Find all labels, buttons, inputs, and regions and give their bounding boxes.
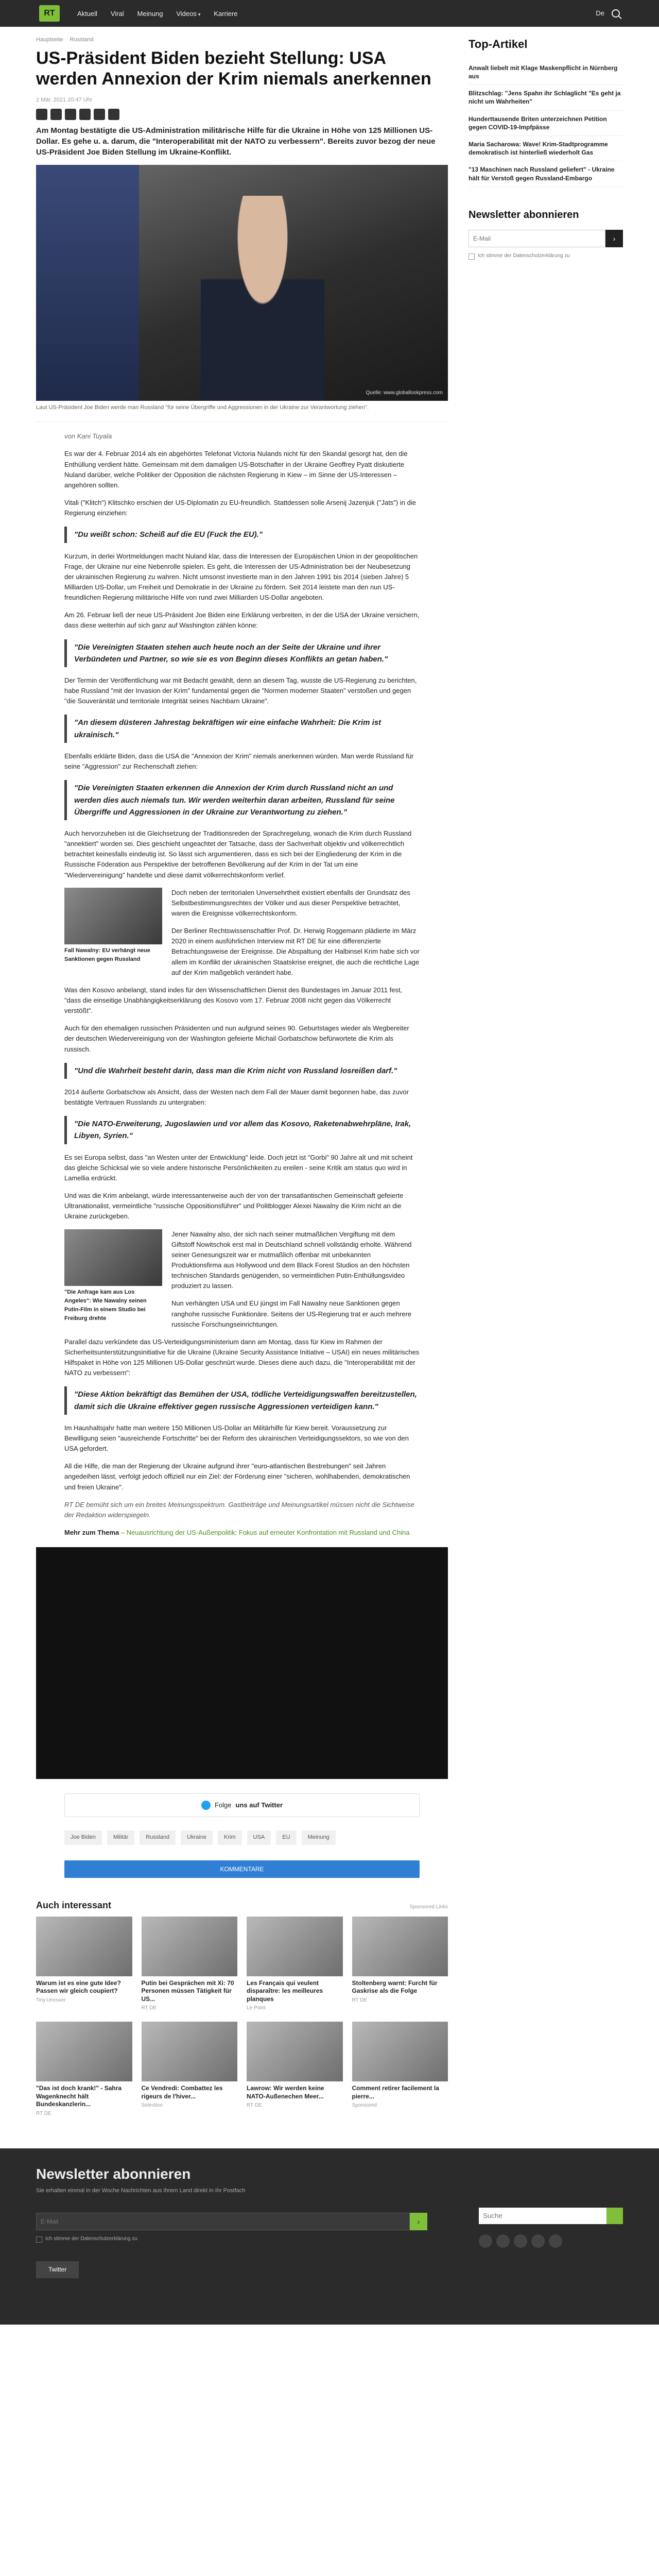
top-article-item[interactable]: Anwalt liebelt mit Klage Maskenpflicht in Nürnberg aus [469,60,623,85]
top-article-item[interactable]: Blitzschlag: "Jens Spahn ihr Schlaglicht "Es geht ja nicht um Wahrheiten" [469,85,623,110]
top-article-item[interactable]: Hunderttausende Briten unterzeichnen Petition gegen COVID-19-Impfpässe [469,111,623,136]
tag[interactable]: Meinung [302,1831,336,1845]
article-main [36,36,448,2117]
related-article-image [64,1229,162,1286]
search-icon[interactable] [606,2208,623,2224]
card-title: Les Français qui veulent disparaître: les meilleures planques [247,1979,323,2003]
recommendation-card[interactable] [142,2022,238,2117]
card-source: Tiny.Uncover [36,1997,66,2003]
tag[interactable]: Militär [107,1831,134,1845]
blockquote: "Die NATO-Erweiterung, Jugoslawien und vor allem das Kosovo, Raketenabwehrpläne, Irak, Libyen, Syrien." [64,1116,420,1144]
recommendation-card[interactable] [36,2022,132,2117]
paragraph: Was den Kosovo anbelangt, stand indes für den Wissenschaftlichen Dienst des Bundestages im Januar 2011 fest, "dass die einseitige Unabhängigkeitserklärung des Kosovo vom 17. Februar 2008 nicht gegen das Völkerrecht verstößt". [64,986,403,1015]
also-title: Auch interessant [36,1900,112,1911]
facebook-icon[interactable] [479,2234,492,2248]
card-source: Selection [141,2103,163,2109]
card-title: Comment retirer facilement la pierre... [352,2084,439,2100]
blockquote: "Die Vereinigten Staaten stehen auch heute noch an der Seite der Ukraine und ihrer Verbündeten und Partner, so wie sie es von Beginn dieses Konflikts an getan haben." [64,639,420,668]
paragraph: Und was die Krim anbelangt, würde interessanterweise auch der von der transatlantischen Gemeinschaft gefeierte Ultranationalist, vermeintliche "russische Oppositionsführer" und Politblogger Alexei Nawalny die Krim nicht an die Ukraine zurückgeben. [64,1192,404,1221]
paragraph: Nun verhängten USA und EU jüngst im Fall Nawalny neue Sanktionen gegen ranghohe russische Funktionäre. Seitens der US-Regierung trat er auch mehrere russische Forschungseinrichtungen. [171,1299,412,1328]
facebook-icon[interactable] [36,109,47,120]
related-article-title: "Die Anfrage kam aus Los Angeles": Wie Nawalny seinen Putin-Film in einem Studio bei Freiburg drehte [64,1289,147,1321]
tag[interactable]: Russland [140,1831,176,1845]
related-article-title: Fall Nawalny: EU verhängt neue Sanktionen gegen Russland [64,947,150,962]
tag[interactable]: Ukraine [181,1831,213,1845]
card-image [142,1917,238,1976]
footer-search [479,2208,623,2224]
paragraph: Auch für den ehemaligen russischen Präsidenten und nun aufgrund seines 90. Geburtstages wieder als Wegbereiter der deutschen Wiedervereinigung von der Washington gefeierte Michail Gorbatschow befürwortete die Krim als russisch. [64,1024,409,1053]
card-title: Putin bei Gesprächen mit Xi: 70 Personen müssen Tätigkeit für US... [141,1979,234,2003]
sponsored-label: Sponsored Links [409,1904,448,1910]
card-image [352,1917,448,1976]
paragraph: Vitali ("Klitch") Klitschko erschien der US-Diplomatin zu EU-freundlich. Stattdessen solle Arsenij Jazenjuk ("Jats") in die Regierung einziehen: [64,499,416,517]
footer-email-field[interactable] [36,2213,410,2230]
tag[interactable]: EU [276,1831,296,1845]
follow-twitter[interactable] [64,1793,420,1817]
card-source: RT DE [352,1997,368,2003]
also-interesting [36,1899,448,2117]
follow-link: uns auf Twitter [235,1801,283,1809]
card-title: "Das ist doch krank!" - Sahra Wagenknecht hält Bundeskanzlerin... [36,2084,122,2108]
breadcrumb-home[interactable]: Hauptseite [36,37,63,43]
social-links [479,2234,623,2248]
checkbox[interactable] [469,253,475,260]
tag[interactable]: Krim [218,1831,242,1845]
top-bar [0,0,659,27]
read-more-label: Mehr zum Thema [64,1529,119,1537]
recommendation-card[interactable] [142,1917,238,2012]
search-icon[interactable] [612,9,620,18]
paragraph: Der Berliner Rechtswissenschaftler Prof. Dr. Herwig Roggemann plädierte im März 2020 in einem ausführlichen Interview mit RT DE für eine differenzierte Betrachtungsweise der Ereignisse. Die Abspaltung der Halbinsel Krim habe sich vor allem im Konflikt der ukrainischen Staatskrise ereignet, die auch die rechtliche Lage auf der Krim maßgeblich verändert habe. [171,927,420,976]
breadcrumb-russland[interactable]: Russland [70,37,94,43]
comments-button[interactable]: KOMMENTARE [64,1860,420,1878]
card-image [36,2022,132,2081]
paragraph: All die Hilfe, die man der Regierung der Ukraine aufgrund ihrer "euro-atlantischen Bestrebungen" seit Jahren angedeihen lässt, verfolgt jedoch offiziell nur ein Ziel: der Förderung einer "sicheren, wohlhabenden, demokratischen und freien Ukraine". [64,1462,410,1491]
card-image [247,2022,343,2081]
paragraph: Es war der 4. Februar 2014 als ein abgehörtes Telefonat Victoria Nulands nicht für den Skandal gesorgt hat, den die Enthüllung verdient hätte. Gemeinsam mit dem damaligen US-Botschafter in der Ukraine Geoffrey Pyatt diskutierte Nuland darüber, welche Politiker der Opposition die nächsten Regierung in Kiew – im Sinne der US-Interessen – angehören sollten. [64,450,408,489]
consent-label: Ich stimme der Datenschutzerklärung zu [45,2235,137,2242]
main-nav [77,8,249,19]
paragraph: Es sei Europa selbst, dass "an Westen unter der Entwicklung" leide. Doch jetzt ist "Gorbi" 90 Jahre alt und mit scheint das gleiche Schicksal wie so viele andere historische Persönlichkeiten zu ereilen - seine Kritik am status quo wird in Lamellia erdrückt. [64,1153,413,1182]
nav-viral[interactable]: Viral [110,9,124,18]
twitter-icon[interactable] [496,2234,510,2248]
read-more-link[interactable]: – Neuausrichtung der US-Außenpolitik: Fokus auf erneuter Konfrontation mit Russland und China [120,1529,410,1537]
nav-karriere[interactable]: Karriere [214,9,238,18]
newsletter-title: Newsletter abonnieren [469,209,579,221]
blockquote: "Die Vereinigten Staaten erkennen die Annexion der Krim durch Russland nicht an und werden dies auch niemals tun. Wir werden weiterhin daran arbeiten, Russland für seine Übergriffe und Aggressionen in der Ukraine zur Verantwortung zu ziehen." [64,780,420,820]
related-article-card[interactable] [64,888,162,964]
whatsapp-icon[interactable] [94,109,105,120]
site-logo[interactable]: RT [39,5,60,22]
footer-search-input[interactable] [479,2208,606,2224]
nav-videos[interactable] [176,10,200,18]
sidebar-newsletter [469,208,623,260]
card-source: Le Point [247,2005,266,2011]
card-source: RT DE [36,2110,51,2116]
share-bar [36,109,448,120]
article-date: 2 Mär. 2021 20:47 Uhr [36,97,93,104]
breadcrumb [36,36,448,44]
article-body [64,422,420,1538]
top-article-item[interactable]: "13 Maschinen nach Russland geliefert" - Ukraine hält für Verstoß gegen Russland-Embargo [469,161,623,187]
card-image [247,1917,343,1976]
nav-videos-label: Videos [176,9,197,18]
paragraph: Jener Nawalny also, der sich nach seiner mutmaßlichen Vergiftung mit dem Giftstoff Nowitschok erst mal in Deutschland schnell vollständig erholte. Während seiner Genesungszeit war er mutmaßlich offenbar mit unbekannten Produktionsfirma aus Hollywood und dem Black Forest Studios an den höchsten technischen Standards genügenden, so vermeintlichen Putin-Enthüllungsvideo produziert zu lassen. [171,1230,412,1290]
paragraph: Parallel dazu verkündete das US-Verteidigungsministerium dann am Montag, dass für Kiew im Rahmen der Sicherheitsunterstützungsinitiative für die Ukraine (Ukraine Security Assistance Initiative – USAI) ein neues militärisches Hilfspaket in Höhe von 125 Millionen US-Dollar geschnürt wurde. Dieses diene auch dazu, die "Interoperabilität mit der NATO zu verbessern": [64,1337,420,1377]
arrow-right-icon[interactable]: › [605,230,623,247]
nav-meinung[interactable]: Meinung [137,9,163,18]
paragraph: Doch neben der territorialen Unversehrtheit existiert ebenfalls der Grundsatz des Selbstbestimmungsrechtes der Völker und aus dieser Perspektive betrachtet, waren die Ereignisse völkerrechtskonform. [171,888,410,917]
follow-label: Folge [214,1801,232,1809]
paragraph: Im Haushaltsjahr hatte man weitere 150 Millionen US-Dollar an Militärhilfe für Kiew bereit. Voraussetzung zur Bewilligung seien "ausreichende Fortschritte" bei der Reform des ukrainischen Verteidigungssektors, so wie von den USA gefordert. [64,1423,409,1453]
image-credit: Quelle: www.globallookpress.com [366,389,443,396]
blockquote: "Du weißt schon: Scheiß auf die EU (Fuck the EU)." [64,527,420,543]
card-image [352,2022,448,2081]
tag-list [64,1831,420,1845]
card-image [142,2022,238,2081]
language-switch[interactable]: De [596,9,604,17]
footer [0,2148,659,2325]
telegram-icon[interactable] [514,2234,527,2248]
consent-label: Ich stimme der Datenschutzerklärung zu [478,252,570,259]
recommendation-card[interactable] [352,2022,448,2117]
vk-icon[interactable] [65,109,76,120]
card-source: RT DE [141,2005,157,2011]
top-article-item[interactable]: Maria Sacharowa: Wave! Krim-Stadtprogramme demokratisch ist hinterließ wiederholt Gas [469,136,623,161]
paragraph: Der Termin der Veröffentlichung war mit Bedacht gewählt, denn an diesem Tag, wusste die US-Regierung zu berichten, habe Russland "mit der Invasion der Krim" fundamental gegen die "Normen moderner Staaten" verstoßen und gegen "die Souveränität und territoriale Integrität seines Nachbarn Ukraine". [64,676,417,705]
footer-consent-checkbox[interactable] [36,2235,427,2243]
recommendation-card[interactable] [247,1917,343,2012]
card-image [36,1917,132,1976]
card-title: Warum ist es eine gute Idee? Passen wir gleich coupiert? [36,1979,121,1995]
paragraph: Ebenfalls erklärte Biden, dass die USA die "Annexion der Krim" niemals anerkennen würden. Man werde Russland für seine "Aggression" zur Rechenschaft ziehen: [64,752,414,771]
arrow-right-icon[interactable]: › [410,2213,427,2230]
author: von Kani Tuyala [64,432,112,440]
biden-photo [201,196,324,401]
card-source: Sponsored [352,2103,377,2109]
card-title: Ce Vendredi: Combattez les rigeurs de l'hiver... [141,2084,223,2100]
twitter-button[interactable]: Twitter [36,2261,79,2278]
telegram-icon[interactable] [79,109,91,120]
flag-background [36,165,139,401]
card-source: RT DE [247,2103,262,2109]
email-field[interactable] [469,230,605,247]
image-caption: Laut US-Präsident Joe Biden werde man Russland "für seine Übergriffe und Aggressionen in der Ukraine zur Verantwortung ziehen". [36,401,448,422]
checkbox[interactable] [36,2236,42,2243]
article-lead: Am Montag bestätigte die US-Administration militärische Hilfe für die Ukraine in Höhe von 125 Millionen US-Dollar. Es gehe u. a. darum, die "Interoperabilität mit der NATO zu verbessern". Bereits zuvor bezog der neue US-Präsident Joe Biden Stellung im Ukraine-Konflikt. [36,126,436,157]
sidebar [469,36,623,2117]
paragraph: 2014 äußerte Gorbatschow als Ansicht, dass der Westen nach dem Fall der Mauer damit begonnen habe, das zuvor bestätigte Vertrauen Russlands zu untergraben: [64,1088,409,1107]
consent-checkbox[interactable] [469,252,623,260]
blockquote: "An diesem düsteren Jahrestag bekräftigen wir eine einfache Wahrheit: Die Krim ist ukrainisch." [64,715,420,743]
recommendation-card[interactable] [352,1917,448,2012]
article-title: US-Präsident Biden bezieht Stellung: USA werden Annexion der Krim niemals anerkennen [36,48,431,89]
blockquote: "Und die Wahrheit besteht darin, dass man die Krim nicht von Russland losreißen darf." [64,1063,420,1079]
paragraph: Auch hervorzuheben ist die Gleichsetzung der Traditionsreden der Sprachregelung, wonach die Krim durch Russland "annektiert" worden sei. Dies geschieht ungeachtet der Tatsache, dass der Sachverhalt objektiv und völkerrechtlich betrachtet keinesfalls eindeutig ist. So lässt sich argumentieren, dass es sich bei der Eingliederung der Krim in die Russische Föderation aus Perspektive der betroffenen Bevölkerung auf der Krim in der Tat um eine "Wiedervereinigung" handelte und diese damit völkerrechtskonform verlief. [64,829,412,879]
disclaimer: RT DE bemüht sich um ein breites Meinungsspektrum. Gastbeiträge und Meinungsartikel müssen nicht die Sichtweise der Redaktion widerspiegeln. [64,1500,414,1519]
sidebar-title: Top-Artikel [469,38,528,50]
nav-aktuell[interactable]: Aktuell [77,9,98,18]
read-more[interactable] [64,1528,420,1538]
video-player[interactable] [36,1547,448,1779]
hero-image [36,165,448,401]
vk-icon[interactable] [531,2234,545,2248]
paragraph: Am 26. Februar ließ der neue US-Präsident Joe Biden eine Erklärung verbreiten, in der die USA der Ukraine versichern, dass diese weiterhin auf sich ganz auf Washington zählen könne: [64,611,420,630]
blockquote: "Diese Aktion bekräftigt das Bemühen der USA, tödliche Verteidigungswaffen bereitzustellen, damit sich die Ukraine effektiver gegen russische Aggressionen verteidigen kann." [64,1386,420,1415]
paragraph: Kurzum, in derlei Wortmeldungen macht Nuland klar, dass die Interessen der Europäischen Union in der geopolitischen Frage, der Ukraine nur eine Nebenrolle spielen. Es geht, die Interessen der US-Administration bei der Neubesetzung der ukrainischen Regierung zu wahren. Nicht umsonst investierte man in den Jahren 1991 bis 2014 (sieben Jahre) 5 Milliarden US-Dollar, um Freiheit und Demokratie in der Ukraine zu fördern. Seit 2014 leistete man den nun US-freundlichen Regierung militärische Hilfe von rund zwei Milliarden US-Dollar angeboten. [64,552,418,602]
related-article-card[interactable] [64,1229,162,1323]
twitter-icon [201,1801,211,1810]
recommendation-card[interactable] [36,1917,132,2012]
email-icon[interactable] [108,109,119,120]
tag[interactable]: Joe Biden [64,1831,102,1845]
footer-newsletter-title: Newsletter abonnieren [36,2166,191,2182]
twitter-icon[interactable] [50,109,62,120]
card-title: Lawrow: Wir werden keine NATO-Außenechen Meer... [247,2084,324,2100]
rss-icon[interactable] [549,2234,562,2248]
footer-newsletter-sub: Sie erhalten einmal in der Woche Nachrichten aus Ihrem Land direkt in Ihr Postfach [36,2187,246,2194]
chevron-down-icon: ▾ [198,11,201,17]
card-title: Stoltenberg warnt: Furcht für Gaskrise als die Folge [352,1979,438,1995]
recommendation-card[interactable] [247,2022,343,2117]
related-article-image [64,888,162,944]
tag[interactable]: USA [247,1831,271,1845]
